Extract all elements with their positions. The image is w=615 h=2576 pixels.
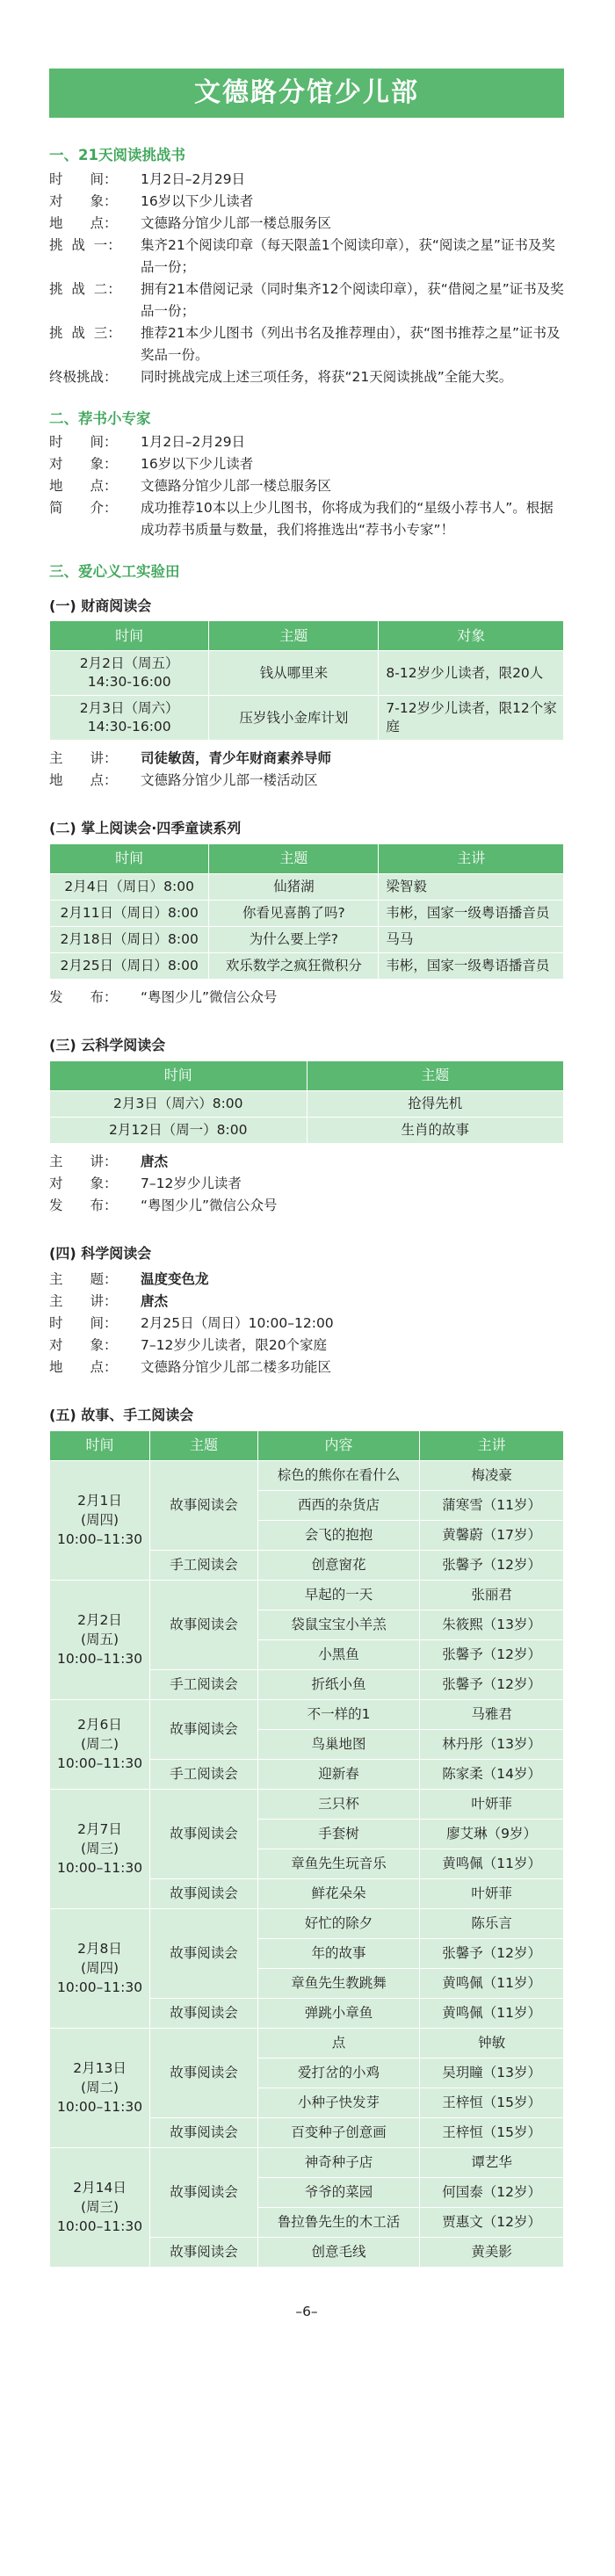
session-speaker: 陈家柔（14岁） (420, 1759, 564, 1789)
info-value: 7–12岁少儿读者，限20个家庭 (141, 1336, 328, 1353)
session-speaker: 黄鸣佩（11岁） (420, 1998, 564, 2028)
column-header: 主题 (209, 621, 379, 651)
info-label: 主 题： (49, 1270, 118, 1287)
table-row (50, 953, 564, 980)
info-label: 挑 战 二： (49, 280, 121, 297)
session-topic: 故事阅读会 (150, 1580, 258, 1669)
table-cell: 2月3日（周六）8:00 (50, 1091, 308, 1118)
session-content: 爷爷的菜园 (257, 2177, 419, 2207)
section-heading-reading-challenge: 一、21天阅读挑战书 (49, 147, 185, 163)
session-speaker: 钟敏 (420, 2028, 564, 2058)
info-label: 发 布： (49, 1198, 118, 1214)
info-row (49, 279, 564, 322)
session-speaker: 黄鸣佩（11岁） (420, 1849, 564, 1878)
info-row (49, 366, 564, 388)
info-value: 推荐21本少儿图书（列出书名及推荐理由），获“图书推荐之星”证书及奖品一份。 (141, 324, 561, 363)
table-row (50, 901, 564, 927)
book-recommender-details (49, 431, 564, 541)
page-title: 文德路分馆少儿部 (49, 69, 564, 118)
table-row (50, 2028, 564, 2058)
table-row (50, 1908, 564, 1938)
table-cell: 梁智毅 (379, 874, 564, 901)
table-cell: 2月3日（周六） 14:30-16:00 (50, 696, 209, 741)
info-row (49, 1357, 564, 1378)
info-row (49, 475, 564, 497)
info-row (49, 1335, 564, 1357)
session-date: 2月2日 (周五) 10:00–11:30 (50, 1580, 150, 1699)
session-content: 章鱼先生教跳舞 (257, 1968, 419, 1998)
reading-challenge-details (49, 169, 564, 388)
info-label: 主 讲： (49, 1154, 118, 1170)
session-date: 2月6日 (周二) 10:00–11:30 (50, 1699, 150, 1789)
science-reading-info (49, 1269, 564, 1378)
session-speaker: 梅凌豪 (420, 1460, 564, 1490)
session-content: 袋鼠宝宝小羊羔 (257, 1610, 419, 1639)
info-row (49, 322, 564, 366)
session-topic: 故事阅读会 (150, 2237, 258, 2267)
table-row (50, 1091, 564, 1118)
table-cell: 压岁钱小金库计划 (209, 696, 379, 741)
table-cell: 为什么要上学? (209, 927, 379, 953)
table-row (50, 1699, 564, 1729)
column-header: 主题 (209, 844, 379, 874)
session-content: 小黑鱼 (257, 1639, 419, 1669)
session-speaker: 朱筱熙（13岁） (420, 1610, 564, 1639)
section-heading-book-recommender: 二、荐书小专家 (49, 409, 151, 427)
info-label: 时 间： (49, 1314, 118, 1331)
info-row (49, 1151, 564, 1173)
session-speaker: 黄馨蔚（17岁） (420, 1520, 564, 1550)
table-row (50, 927, 564, 953)
session-content: 点 (257, 2028, 419, 2058)
session-content: 年的故事 (257, 1938, 419, 1968)
session-content: 会飞的抱抱 (257, 1520, 419, 1550)
session-speaker: 吴玥瞳（13岁） (420, 2058, 564, 2088)
info-row (49, 497, 564, 541)
table-row (50, 1580, 564, 1610)
info-row (49, 1313, 564, 1335)
session-date: 2月7日 (周三) 10:00–11:30 (50, 1789, 150, 1908)
info-label: 终极挑战： (49, 368, 118, 385)
table-cell: 你看见喜鹊了吗? (209, 901, 379, 927)
info-label: 主 讲： (49, 1292, 118, 1309)
info-row (49, 453, 564, 475)
session-content: 迎新春 (257, 1759, 419, 1789)
info-row (49, 213, 564, 235)
table-cell: 马马 (379, 927, 564, 953)
info-row (49, 431, 564, 453)
story-craft-table (49, 1430, 564, 2268)
column-header: 主题 (150, 1430, 258, 1460)
session-speaker: 张丽君 (420, 1580, 564, 1610)
info-value: 温度变色龙 (141, 1270, 209, 1287)
info-value: 文德路分馆少儿部一楼总服务区 (141, 214, 332, 231)
info-label: 地 点： (49, 772, 118, 789)
session-content: 爱打岔的小鸡 (257, 2058, 419, 2088)
info-label: 挑 战 三： (49, 324, 121, 341)
info-value: 拥有21本借阅记录（同时集齐12个阅读印章），获“借阅之星”证书及奖品一份； (141, 280, 564, 319)
session-topic: 故事阅读会 (150, 1908, 258, 1998)
session-date: 2月1日 (周四) 10:00–11:30 (50, 1460, 150, 1580)
info-value: 同时挑战完成上述三项任务，将获“21天阅读挑战”全能大奖。 (141, 368, 513, 385)
info-label: 主 讲： (49, 750, 118, 767)
table-cell: 7-12岁少儿读者，限12个家庭 (379, 696, 564, 741)
session-speaker: 黄鸣佩（11岁） (420, 1968, 564, 1998)
subsection-title-cloud-science: (三) 云科学阅读会 (49, 1037, 166, 1054)
session-topic: 故事阅读会 (150, 1460, 258, 1550)
info-value: 唐杰 (141, 1154, 169, 1170)
column-header: 时间 (50, 844, 209, 874)
palm-reading-info (49, 987, 564, 1009)
info-row (49, 1291, 564, 1313)
info-value: 2月25日（周日）10:00–12:00 (141, 1314, 334, 1331)
table-cell: 欢乐数学之疯狂微积分 (209, 953, 379, 980)
info-row (49, 235, 564, 279)
info-value: 文德路分馆少儿部二楼多功能区 (141, 1358, 332, 1375)
info-label: 对 象： (49, 1336, 118, 1353)
session-content: 不一样的1 (257, 1699, 419, 1729)
session-topic: 故事阅读会 (150, 2028, 258, 2117)
info-value: 16岁以下少儿读者 (141, 192, 254, 209)
info-value: 16岁以下少儿读者 (141, 456, 254, 473)
info-label: 时 间： (49, 434, 118, 451)
info-label: 发 布： (49, 989, 118, 1006)
info-value: “粤图少儿”微信公众号 (141, 1198, 278, 1214)
info-value: 1月2日–2月29日 (141, 170, 246, 187)
table-cell: 8-12岁少儿读者，限20人 (379, 651, 564, 696)
table-cell: 2月18日（周日）8:00 (50, 927, 209, 953)
session-speaker: 林丹彤（13岁） (420, 1729, 564, 1759)
session-content: 好忙的除夕 (257, 1908, 419, 1938)
session-content: 西西的杂货店 (257, 1490, 419, 1520)
session-date: 2月8日 (周四) 10:00–11:30 (50, 1908, 150, 2028)
session-date: 2月13日 (周二) 10:00–11:30 (50, 2028, 150, 2147)
session-content: 手套树 (257, 1819, 419, 1849)
session-speaker: 张馨予（12岁） (420, 1938, 564, 1968)
session-content: 创意毛线 (257, 2237, 419, 2267)
table-row (50, 2147, 564, 2177)
column-header: 对象 (379, 621, 564, 651)
info-label: 时 间： (49, 170, 118, 187)
session-speaker: 叶妍菲 (420, 1789, 564, 1819)
session-topic: 手工阅读会 (150, 1759, 258, 1789)
session-content: 早起的一天 (257, 1580, 419, 1610)
session-speaker: 蒲寒雪（11岁） (420, 1490, 564, 1520)
info-row (49, 1269, 564, 1291)
table-cell: 2月4日（周日）8:00 (50, 874, 209, 901)
table-row (50, 1460, 564, 1490)
session-content: 折纸小鱼 (257, 1669, 419, 1699)
session-content: 百变种子创意画 (257, 2117, 419, 2147)
info-value: 文德路分馆少儿部一楼活动区 (141, 772, 318, 789)
table-cell: 钱从哪里来 (209, 651, 379, 696)
table-row (50, 696, 564, 741)
table-cell: 生肖的故事 (307, 1118, 564, 1144)
info-row (49, 770, 564, 792)
info-value: “粤图少儿”微信公众号 (141, 989, 278, 1006)
info-value: 集齐21个阅读印章（每天限盖1个阅读印章），获“阅读之星”证书及奖品一份； (141, 236, 555, 275)
session-speaker: 谭艺华 (420, 2147, 564, 2177)
palm-reading-table (49, 843, 564, 980)
page-number: –6– (295, 2303, 318, 2319)
session-content: 鲁拉鲁先生的木工活 (257, 2207, 419, 2237)
session-topic: 故事阅读会 (150, 1998, 258, 2028)
session-speaker: 陈乐言 (420, 1908, 564, 1938)
subsection-title-finance-reading: (一) 财商阅读会 (49, 597, 152, 614)
session-content: 小种子快发芽 (257, 2088, 419, 2117)
session-content: 章鱼先生玩音乐 (257, 1849, 419, 1878)
session-content: 鲜花朵朵 (257, 1878, 419, 1908)
cloud-science-info (49, 1151, 564, 1217)
table-cell: 2月11日（周日）8:00 (50, 901, 209, 927)
session-content: 创意窗花 (257, 1550, 419, 1580)
subsection-title-palm-reading: (二) 掌上阅读会·四季童读系列 (49, 820, 242, 837)
session-topic: 手工阅读会 (150, 1669, 258, 1699)
info-value: 成功推荐10本以上少儿图书，你将成为我们的“星级小荐书人”。根据成功荐书质量与数量，我们将推选出“荐书小专家”！ (141, 500, 554, 539)
session-topic: 故事阅读会 (150, 1878, 258, 1908)
info-label: 地 点： (49, 1358, 118, 1375)
column-header: 时间 (50, 621, 209, 651)
session-content: 弹跳小章鱼 (257, 1998, 419, 2028)
session-speaker: 张馨予（12岁） (420, 1550, 564, 1580)
table-row (50, 1118, 564, 1144)
column-header: 时间 (50, 1430, 150, 1460)
session-speaker: 何国泰（12岁） (420, 2177, 564, 2207)
info-row (49, 191, 564, 213)
finance-reading-table (49, 620, 564, 741)
table-cell: 2月12日（周一）8:00 (50, 1118, 308, 1144)
info-label: 挑 战 一： (49, 236, 121, 253)
info-label: 简 介： (49, 500, 118, 517)
session-speaker: 贾惠文（12岁） (420, 2207, 564, 2237)
info-value: 唐杰 (141, 1292, 169, 1309)
table-cell: 韦彬，国家一级粤语播音员 (379, 901, 564, 927)
session-topic: 故事阅读会 (150, 1699, 258, 1759)
session-content: 三只杯 (257, 1789, 419, 1819)
info-value: 7–12岁少儿读者 (141, 1176, 242, 1192)
table-row (50, 874, 564, 901)
session-topic: 故事阅读会 (150, 2147, 258, 2237)
info-value: 司徒敏茵，青少年财商素养导师 (141, 750, 332, 767)
info-row (49, 1195, 564, 1217)
session-content: 神奇种子店 (257, 2147, 419, 2177)
info-label: 地 点： (49, 214, 118, 231)
info-row (49, 1173, 564, 1195)
session-date: 2月14日 (周三) 10:00–11:30 (50, 2147, 150, 2267)
column-header: 内容 (257, 1430, 419, 1460)
info-label: 对 象： (49, 456, 118, 473)
info-row (49, 169, 564, 191)
table-row (50, 651, 564, 696)
info-row (49, 987, 564, 1009)
subsection-title-story-craft: (五) 故事、手工阅读会 (49, 1406, 194, 1423)
session-speaker: 叶妍菲 (420, 1878, 564, 1908)
table-cell: 2月2日（周五） 14:30-16:00 (50, 651, 209, 696)
info-label: 对 象： (49, 1176, 118, 1192)
info-value: 文德路分馆少儿部一楼总服务区 (141, 478, 332, 495)
session-speaker: 马雅君 (420, 1699, 564, 1729)
session-content: 鸟巢地图 (257, 1729, 419, 1759)
session-speaker: 黄美影 (420, 2237, 564, 2267)
table-cell: 抢得先机 (307, 1091, 564, 1118)
column-header: 时间 (50, 1061, 308, 1091)
session-topic: 手工阅读会 (150, 1550, 258, 1580)
column-header: 主讲 (420, 1430, 564, 1460)
table-cell: 韦彬，国家一级粤语播音员 (379, 953, 564, 980)
table-cell: 2月25日（周日）8:00 (50, 953, 209, 980)
table-row (50, 1789, 564, 1819)
info-label: 对 象： (49, 192, 118, 209)
cloud-science-table (49, 1060, 564, 1144)
finance-reading-info (49, 748, 564, 792)
session-speaker: 张馨予（12岁） (420, 1669, 564, 1699)
info-row (49, 748, 564, 770)
session-speaker: 廖艾琳（9岁） (420, 1819, 564, 1849)
column-header: 主讲 (379, 844, 564, 874)
subsection-title-science-reading: (四) 科学阅读会 (49, 1245, 152, 1263)
section-heading-volunteer-field: 三、爱心义工实验田 (49, 563, 180, 581)
column-header: 主题 (307, 1061, 564, 1091)
session-topic: 故事阅读会 (150, 1789, 258, 1878)
table-cell: 仙猪湖 (209, 874, 379, 901)
session-content: 棕色的熊你在看什么 (257, 1460, 419, 1490)
session-speaker: 王梓恒（15岁） (420, 2117, 564, 2147)
session-speaker: 张馨予（12岁） (420, 1639, 564, 1669)
info-value: 1月2日–2月29日 (141, 434, 246, 451)
session-topic: 故事阅读会 (150, 2117, 258, 2147)
session-speaker: 王梓恒（15岁） (420, 2088, 564, 2117)
info-label: 地 点： (49, 478, 118, 495)
